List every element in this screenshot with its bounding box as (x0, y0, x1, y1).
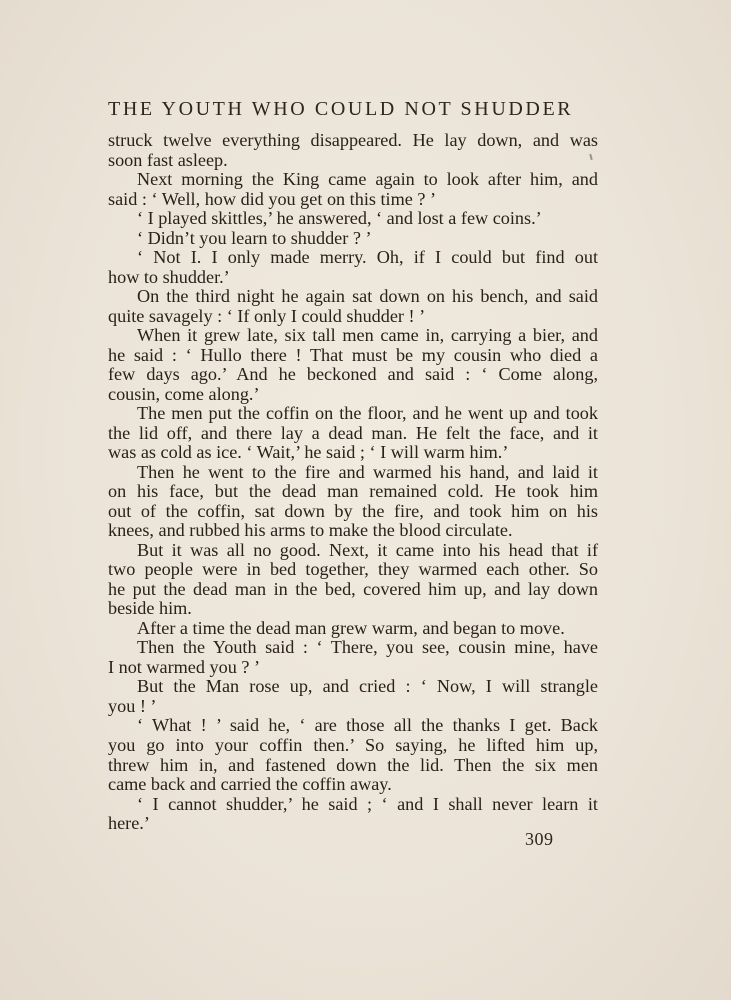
paragraph-first-line: ‘ What ! ’ said he, ‘ are those all the thanks I get. Back (137, 715, 598, 736)
text-line: he put the dead man in the bed, covered him up, and lay down (108, 578, 598, 599)
text-line: said : ‘ Well, how did you get on this time ? ’ (108, 188, 437, 209)
text-line: two people were in bed together, they warmed each other. So (108, 559, 598, 580)
text-line: how to shudder.’ (108, 266, 230, 287)
paragraph-first-line: ‘ Not I. I only made merry. Oh, if I could but find out (137, 247, 598, 268)
paragraph-first-line: But it was all no good. Next, it came into his head that if (137, 539, 598, 560)
page-number: 309 (525, 829, 554, 849)
text-line: came back and carried the coffin away. (108, 774, 392, 795)
paragraph-first-line: But the Man rose up, and cried : ‘ Now, I will strangle (137, 676, 598, 697)
text-line: the lid off, and there lay a dead man. He felt the face, and it (108, 422, 598, 443)
paragraph-first-line: ‘ I played skittles,’ he answered, ‘ and lost a few coins.’ (137, 208, 542, 229)
paragraph-first-line: The men put the coffin on the floor, and he went up and took (137, 403, 598, 424)
text-line: soon fast asleep. (108, 149, 228, 170)
text-line: I not warmed you ? ’ (108, 656, 261, 677)
text-line: you go into your coffin then.’ So saying, he lifted him up, (108, 734, 598, 755)
paragraph-first-line: ‘ I cannot shudder,’ he said ; ‘ and I shall never learn it (137, 793, 598, 814)
text-line: he said : ‘ Hullo there ! That must be my cousin who died a (108, 344, 598, 365)
text-line: quite savagely : ‘ If only I could shudder ! ’ (108, 305, 426, 326)
text-line: cousin, come along.’ (108, 383, 260, 404)
text-line: you ! ’ (108, 695, 157, 716)
paragraph-first-line: Next morning the King came again to look after him, and (137, 169, 598, 190)
text-line: few days ago.’ And he beckoned and said : ‘ Come along, (108, 364, 598, 385)
text-line: on his face, but the dead man remained cold. He took him (108, 481, 598, 502)
text-line: knees, and rubbed his arms to make the blood circulate. (108, 520, 513, 541)
text-line: out of the coffin, sat down by the fire, and took him on his (108, 500, 598, 521)
paragraph-first-line: On the third night he again sat down on his bench, and said (137, 286, 598, 307)
paragraph-first-line: ‘ Didn’t you learn to shudder ? ’ (137, 227, 372, 248)
running-head: THE YOUTH WHO COULD NOT SHUDDER (108, 98, 574, 120)
body-text (108, 131, 598, 834)
text-line: beside him. (108, 598, 192, 619)
text-line: threw him in, and fastened down the lid. Then the six men (108, 754, 598, 775)
text-line: was as cold as ice. ‘ Wait,’ he said ; ‘ I will warm him.’ (108, 442, 509, 463)
paragraph-first-line: After a time the dead man grew warm, and began to move. (137, 617, 565, 638)
text-line: here.’ (108, 813, 150, 834)
paragraph-first-line: Then the Youth said : ‘ There, you see, cousin mine, have (137, 637, 598, 658)
paragraph-first-line: When it grew late, six tall men came in, carrying a bier, and (137, 325, 598, 346)
paragraph-first-line: Then he went to the fire and warmed his hand, and laid it (137, 461, 598, 482)
text-line: struck twelve everything disappeared. He lay down, and was (108, 130, 598, 150)
